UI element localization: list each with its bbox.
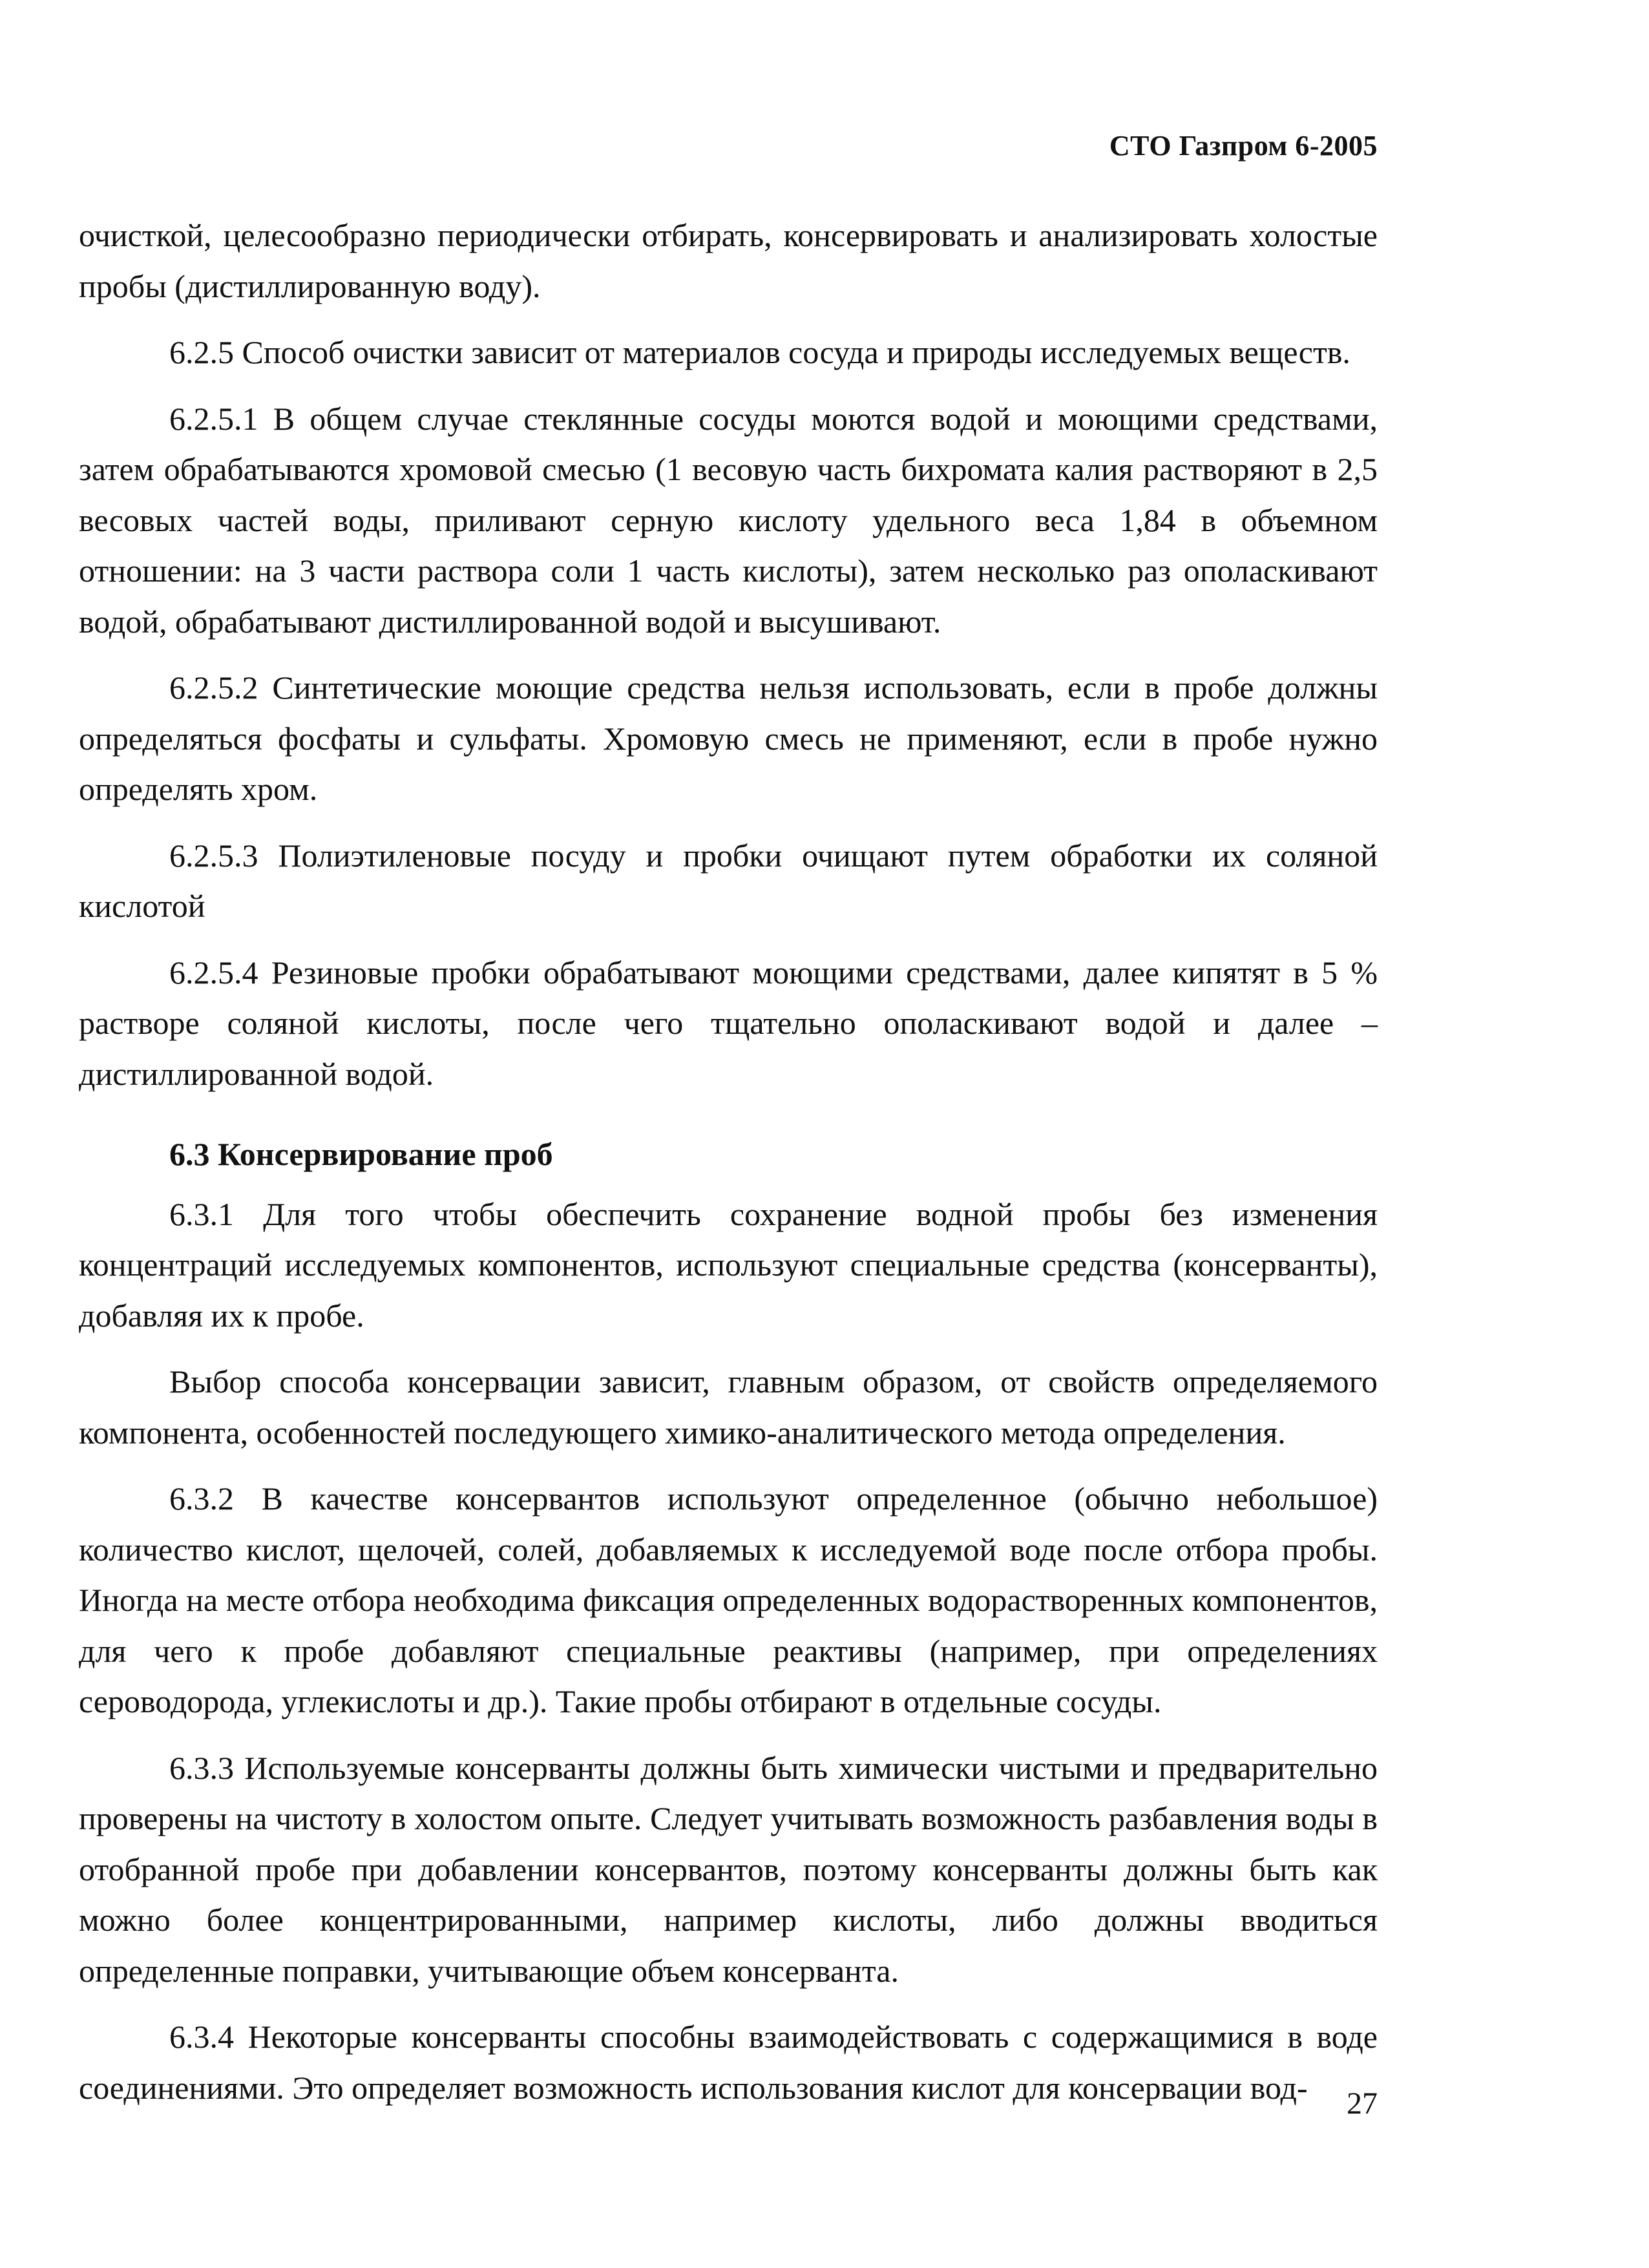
paragraph-6-2-5-2: 6.2.5.2 Синтетические моющие средства нельзя использовать, если в пробе должны определяться фосфаты и сульфаты. Хромовую смесь не применяют, если в пробе нужно определять хром. <box>79 669 1378 807</box>
paragraph-6-3-1: 6.3.1 Для того чтобы обеспечить сохранение водной пробы без изменения концентраций исследуемых компонентов, используют специальные средства (консерванты), добавляя их к пробе. <box>79 1195 1378 1334</box>
paragraph-6-3-3: 6.3.3 Используемые консерванты должны быть химически чистыми и предварительно проверены на чистоту в холостом опыте. Следует учитывать возможность разбавления воды в отобранной пробе при добавлении консервантов, поэтому консерванты должны быть как можно более концентрированными, например кислоты, либо должны вводиться определенные поправки, учитывающие объем консерванта. <box>79 1749 1378 1989</box>
page-number: 27 <box>1347 2086 1378 2121</box>
paragraph-6-2-5-3: 6.2.5.3 Полиэтиленовые посуду и пробки очищают путем обработки их соляной кислотой <box>79 837 1378 924</box>
paragraph-6-3-2: 6.3.2 В качестве консервантов используют определенное (обычно небольшое) количество кислот, щелочей, солей, добавляемых к исследуемой воде после отбора пробы. Иногда на месте отбора необходима фиксация определенных водорастворенных компонентов, для чего к пробе добавляют специальные реактивы (например, при определениях сероводорода, углекислоты и др.). Такие пробы отбирают в отдельные сосуды. <box>79 1480 1378 1719</box>
paragraph-6-2-5-1: 6.2.5.1 В общем случае стеклянные сосуды моются водой и моющими средствами, затем обрабатываются хромовой смесью (1 весовую часть бихромата калия растворяют в 2,5 весовых частей воды, приливают серную кислоту удельного веса 1,84 в объемном отношении: на 3 части раствора соли 1 часть кислоты), затем несколько раз ополаскивают водой, обрабатывают дистиллированной водой и высушивают. <box>79 400 1378 640</box>
section-heading-6-3: 6.3 Консервирование проб <box>169 1136 553 1172</box>
document-code-header: СТО Газпром 6-2005 <box>1109 130 1378 162</box>
paragraph-6-2-5: 6.2.5 Способ очистки зависит от материалов сосуда и природы исследуемых веществ. <box>169 334 1350 370</box>
paragraph-6-3-4: 6.3.4 Некоторые консерванты способны взаимодействовать с содержащимися в воде соединениями. Это определяет возможность использования кислот для консервации вод- <box>79 2019 1378 2106</box>
paragraph-preservation-choice: Выбор способа консервации зависит, главным образом, от свойств определяемого компонента, особенностей последующего химико-аналитического метода определения. <box>79 1363 1378 1451</box>
paragraph-continuation: очисткой, целесообразно периодически отбирать, консервировать и анализировать холостые пробы (дистиллированную воду). <box>79 217 1378 304</box>
document-body <box>79 210 1378 2113</box>
paragraph-6-2-5-4: 6.2.5.4 Резиновые пробки обрабатывают моющими средствами, далее кипятят в 5 % растворе соляной кислоты, после чего тщательно ополаскивают водой и далее – дистиллированной водой. <box>79 954 1378 1092</box>
